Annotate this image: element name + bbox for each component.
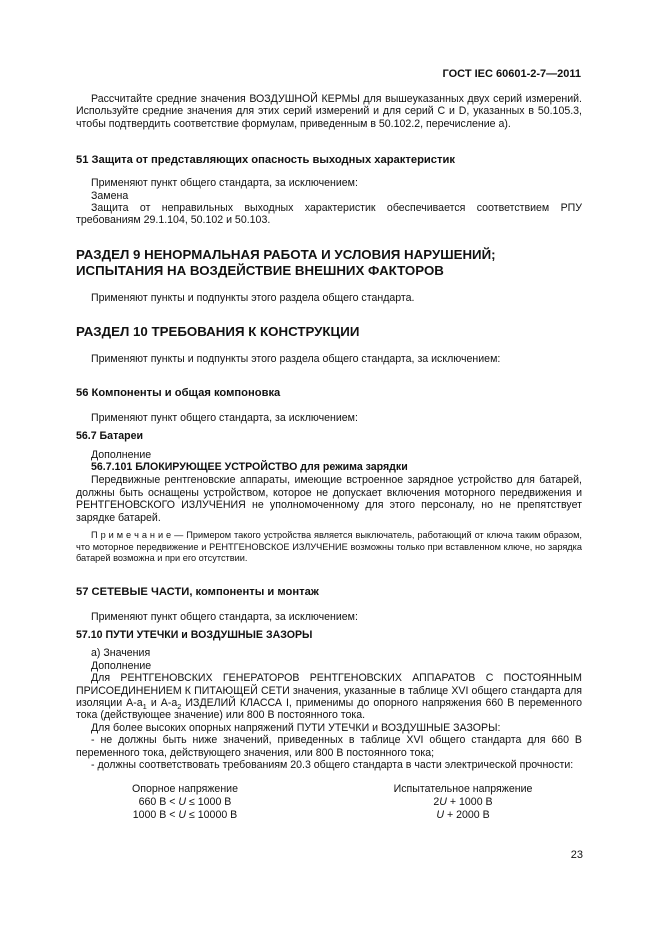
ref-variable: U [178,796,187,809]
section-57-10-paragraph-4: - должны соответствовать требованиям 20.3 общего стандарта в части электрической прочности: [91,758,574,771]
test-variable: U [436,809,444,822]
table-row-2-test [368,809,558,821]
section-56-7-101-title [76,461,582,474]
section-56-7-add: Дополнение [91,449,152,462]
table-header-test: Испытательное напряжение [393,783,533,796]
voltage-table [76,783,582,823]
part-10-text: Применяют пункты и подпункты этого раздела общего стандарта, за исключением: [91,353,501,366]
table-row-1-test [368,796,558,808]
table-row-1-reference [120,796,250,808]
section-57-10-paragraph-3: - не должны быть ниже значений, приведенных в таблице XVI общего стандарта для 660 В переменного тока, действующего значения, или 800 В постоянного тока; [76,734,582,759]
page-number: 23 [570,849,583,861]
test-variable: U [439,796,447,809]
table-row-2-reference [120,809,250,821]
intro-paragraph: Рассчитайте средние значения ВОЗДУШНОЙ КЕРМЫ для вышеуказанных двух серий измерений. Используйте средние значения для этих серий измерений и для серий C и D, указанных в 50.105.3, чтобы подтвердить соответствие формулам, приведенным в 50.102.2, перечисление a). [76,93,582,130]
section-51-replace: Замена [91,189,129,202]
test-suffix: + 2000 В [444,809,490,822]
part-10-title: РАЗДЕЛ 10 ТРЕБОВАНИЯ К КОНСТРУКЦИИ [76,324,360,340]
page-header: ГОСТ IEC 60601-2-7—2011 [442,68,581,80]
section-51-text: Защита от неправильных выходных характеристик обеспечивается соответствием РПУ требованиям 29.1.104, 50.102 и 50.103. [76,202,582,227]
page-content [76,93,582,823]
ref-prefix: 1000 В < [132,809,179,822]
section-56-7-101-text: Передвижные рентгеновские аппараты, имеющие встроенное зарядное устройство для батарей, должны быть оснащены устройством, которое не допускает включения моторного передвижения и РЕНТГЕНОВСКОГО ИЗЛУЧЕНИЯ не уполномоченному для этого персоналу, но не препятствует зарядке батарей. [76,474,582,524]
test-prefix: 2 [433,796,440,809]
test-suffix: + 1000 В [446,796,493,809]
section-56-7-101-title-caps: БЛОКИРУЮЩЕЕ УСТРОЙСТВО [135,461,298,474]
section-56-7-title: 56.7 Батареи [76,430,144,443]
note-label: П р и м е ч а н и е [91,530,172,541]
part-9-title-line1: РАЗДЕЛ 9 НЕНОРМАЛЬНАЯ РАБОТА И УСЛОВИЯ НАРУШЕНИЙ; [76,246,496,262]
section-57-10-item-a: a) Значения [91,647,151,660]
section-56-7-101-number: 56.7.101 [91,461,133,474]
p1-part-c: ИЗДЕЛИЙ КЛАССА I, применимы до опорного напряжения 660 В переменного тока (действующее значение) или 800 В постоянного тока. [76,696,582,722]
p1-subscript-2: 2 [177,702,182,712]
note-paragraph [76,530,582,565]
ref-variable: U [178,809,187,822]
section-56-apply: Применяют пункт общего стандарта, за исключением: [91,411,358,424]
section-57-10-paragraph-1 [76,672,582,722]
section-56-title: 56 Компоненты и общая компоновка [76,386,281,399]
note-text: — Примером такого устройства является выключатель, работающий от ключа таким образом, что моторное передвижение и РЕНТГЕНОВСКОЕ ИЗЛУЧЕНИЕ возможны только при вставленном ключе, но зарядка батарей возможна и при его отсутствии. [76,530,582,564]
section-57-apply: Применяют пункт общего стандарта, за исключением: [91,610,358,623]
table-header-reference: Опорное напряжение [132,783,238,796]
ref-suffix: ≤ 1000 В [186,796,232,809]
p1-part-b: и A-a [146,696,178,709]
section-51-title: 51 Защита от представляющих опасность выходных характеристик [76,154,455,167]
section-57-10-title: 57.10 ПУТИ УТЕЧКИ и ВОЗДУШНЫЕ ЗАЗОРЫ [76,629,313,642]
p1-part-a: Для РЕНТГЕНОВСКИХ ГЕНЕРАТОРОВ РЕНТГЕНОВСКИХ АППАРАТОВ С ПОСТОЯННЫМ ПРИСОЕДИНЕНИЕМ К ПИТАЮЩЕЙ СЕТИ значения, указанные в таблице XVI общего стандарта для изоляции A-a [76,672,582,709]
ref-suffix: ≤ 10000 В [186,809,238,822]
section-57-10-add: Дополнение [91,659,152,672]
ref-prefix: 660 В < [138,796,179,809]
part-9-title-line2: ИСПЫТАНИЯ НА ВОЗДЕЙСТВИЕ ВНЕШНИХ ФАКТОРОВ [76,262,444,278]
section-57-title: 57 СЕТЕВЫЕ ЧАСТИ, компоненты и монтаж [76,585,319,598]
section-51-apply: Применяют пункт общего стандарта, за исключением: [91,177,358,190]
section-57-10-paragraph-2: Для более высоких опорных напряжений ПУТИ УТЕЧКИ и ВОЗДУШНЫЕ ЗАЗОРЫ: [91,721,501,734]
p1-subscript-1: 1 [142,702,147,712]
section-56-7-101-title-rest: для режима зарядки [300,461,408,474]
part-9-text: Применяют пункты и подпункты этого раздела общего стандарта. [91,291,415,304]
